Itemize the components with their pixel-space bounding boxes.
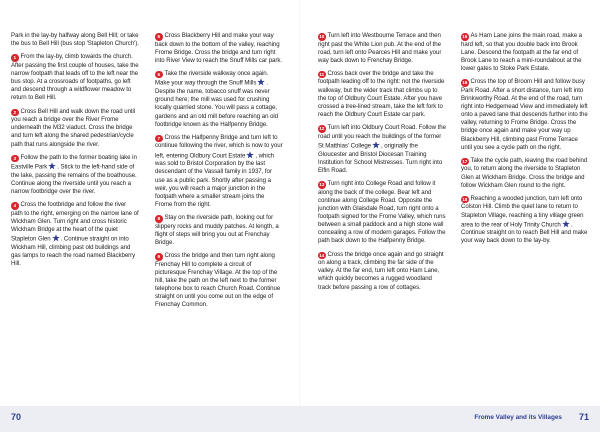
running-title: Frome Valley and its Villages (474, 414, 562, 421)
star-icon (257, 78, 265, 86)
step-12 (318, 124, 446, 175)
step-number-badge: 14 (319, 252, 325, 258)
intro-paragraph: Park in the lay-by halfway along Bell Hill; or take the bus to Bell Hill (bus stop 'Stapleton Church'). (11, 32, 139, 48)
step-10 (318, 32, 446, 65)
step-number-badge: 10 (319, 34, 325, 39)
step-text-before-star: Turn left into Oldbury Court Road. Follow the road until you reach the buildings of the former St Matthias' College (318, 124, 446, 150)
right-page-number: 71 (578, 412, 589, 422)
step-number-badge: 7 (155, 135, 163, 143)
step-text: Cross the bridge and then turn right along Frenchay Hill to complete a circuit of picturesque Frenchay Village. At the top of the hill, take the path on the left next to the former telephone box to reach Church Road. Continue straight on until you come out on the edge of Frenchay Common. (155, 252, 281, 309)
step-text: From the lay-by, climb towards the church. After passing the first couple of houses, take the narrow footpath that leads off to the left near the bus stop. At a crossroads of footpaths, go left and descend through a wildflower meadow to return to Bell Hill. (11, 53, 139, 102)
step-14 (318, 251, 446, 292)
step-number-badge: 1 (11, 54, 19, 62)
step-9 (155, 252, 283, 309)
step-text-after-star: . Despite the name, tobacco snuff was never ground here; the mill was used for crushing locally quarried stone. You will pass a cottage, gardens and an old mill before reaching an old footbridge known as the Halfpenny Bridge. (155, 79, 279, 128)
step-number-badge: 2 (11, 109, 19, 117)
step-15 (461, 32, 589, 73)
step-13 (318, 180, 446, 246)
step-text-after-star: . Continue straight on into Wickham Hill, climbing past old buildings and gas lamps to reach the road named Blackberry Hill. (11, 235, 136, 268)
step-text: As Ham Lane joins the main road, make a hard left, so that you double back into Brook Lane. Descend the footpath at the far end of Brook Lane to reach a mini-roundabout at the lower gates to Stoke Park Estate. (461, 32, 583, 72)
step-11 (318, 70, 446, 119)
step-number-badge: 5 (155, 33, 163, 41)
step-4 (11, 201, 139, 268)
step-7 (155, 134, 283, 209)
step-number-badge: 16 (462, 80, 468, 86)
step-6 (155, 70, 283, 129)
step-number-badge: 9 (155, 253, 163, 261)
step-text-before-star: Cross the footbridge and follow the river path to the right, emerging on the narrow lane of Wickham Glen. Turn right and cross historic Wickham Bridge at the heart of the quiet Stapleton Glen (11, 201, 139, 243)
step-text-after-star: , originally the Gloucester and Bristol Diocesan Training Institution for School Mistresses. Turn right into Elfin Road. (318, 142, 443, 174)
step-number-badge: 11 (319, 71, 325, 77)
step-text: Turn right into College Road and follow it along the back of the college. Bear left and continue along College Road. Opposite the junction with Glaisdale Road, turn right onto a footpath signed for the Frome Valley, which runs between a small paddock and a high stone wall concealing a row of modern garages. Follow the path back down to the Halfpenny Bridge. (318, 180, 446, 245)
step-number-badge: 17 (462, 158, 468, 164)
step-text-after-star: . Continue straight on to reach Bell Hill and make your way back down to the lay-by. (461, 221, 588, 245)
step-number-badge: 12 (319, 126, 325, 132)
step-text-after-star: . Stick to the left-hand side of the lake, passing the remains of the boathouse. Continue along the riverside until you reach a narrow footbridge over the river. (11, 163, 137, 196)
text-column-4 (461, 32, 589, 251)
step-17 (461, 157, 589, 190)
step-text: Cross the bridge once again and go straight on along a track, climbing the far side of the valley. At the far end, turn left onto Ham Lane, which quickly becomes a rugged woodland track before passing a row of cottages. (318, 250, 444, 291)
step-text: Cross Bell Hill and walk down the road until you reach a bridge over the River Frome underneath the M32 viaduct. Cross the bridge and turn left along the shared pedestrian/cycle path that runs alongside the river. (11, 107, 136, 148)
text-column-3 (318, 32, 446, 297)
step-number-badge: 3 (11, 155, 19, 163)
step-text-before-star: Cross the Halfpenny Bridge and turn left to continue following the river, which is now to your left, entering Oldbury Court Estate (155, 133, 283, 160)
page-gutter (299, 0, 301, 406)
text-column-2 (155, 32, 283, 315)
step-number-badge: 13 (319, 182, 325, 188)
step-number-badge: 18 (462, 196, 468, 202)
step-text: Stay on the riverside path, looking out for slippery rocks and muddy patches. At length, a flight of steps will bring you out at Frenchay Bridge. (155, 214, 279, 246)
step-2 (11, 108, 139, 149)
step-18 (461, 195, 589, 246)
star-icon (562, 220, 570, 228)
step-text: Cross Blackberry Hill and make your way back down to the bottom of the valley, reaching Frome Bridge. Cross the bridge and turn right into River View to reach the Snuff Mills car park. (155, 32, 282, 64)
text-column-1 (11, 32, 139, 273)
step-number-badge: 6 (155, 71, 163, 79)
left-page-number: 70 (11, 412, 22, 422)
step-text-after-star: , which was sold to Bristol Corporation by the last descendant of the Vassall family in 1937, for use as a public park. Shortly after passing a weir, you will reach a major junction in the footpath where a smaller stream joins the Frome from the right. (155, 152, 275, 208)
step-1 (11, 53, 139, 102)
step-5 (155, 32, 283, 65)
step-text-before-star: Take the riverside walkway once again. Make your way through the Snuff Mills (155, 69, 269, 87)
step-number-badge: 4 (11, 202, 19, 210)
star-icon (246, 151, 254, 159)
step-3 (11, 154, 139, 197)
star-icon (52, 234, 60, 242)
step-text: Cross back over the bridge and take the footpath leading off to the right: not the riverside walkway, but the wider track that climbs up to the top of Oldbury Court Estate. After you have crossed a tree-lined stream, take the left fork to reach the Oldbury Court Estate car park. (318, 69, 445, 119)
step-number-badge: 8 (155, 215, 163, 223)
step-16 (461, 78, 589, 152)
star-icon (372, 141, 380, 149)
step-text: Cross the top of Broom Hill and follow busy Park Road. After a short distance, turn left into Brinkworthy Road. At the end of the road, turn right into Hedgemead View and immediately left onto a paved lane that descends further into the valley, returning to Frome Bridge. Cross the bridge once again and make your way up Blackberry Hill, climbing past Frome Terrace until you see a cycle path on the right. (461, 78, 588, 151)
star-icon (48, 162, 56, 170)
step-number-badge: 15 (462, 34, 468, 39)
step-text: Turn left into Westbourne Terrace and then right past the White Lion pub. At the end of the road, turn left onto Pearces Hill and make your way back down to Frenchay Bridge. (318, 32, 442, 64)
step-8 (155, 214, 283, 247)
step-text-before-star: Follow the path to the former boating lake in Eastville Park (11, 153, 137, 171)
step-text: Take the cycle path, leaving the road behind you, to return along the riverside to Stapleton Glen at Wickham Bridge. Cross the bridge and follow Wickham Glen round to the right. (461, 156, 588, 189)
step-text-before-star: Reaching a wooded junction, turn left onto Colston Hill. Climb the quiet lane to return to Stapleton Village, reaching a tiny village green area to the rear of Holy Trinity Church (461, 194, 584, 229)
